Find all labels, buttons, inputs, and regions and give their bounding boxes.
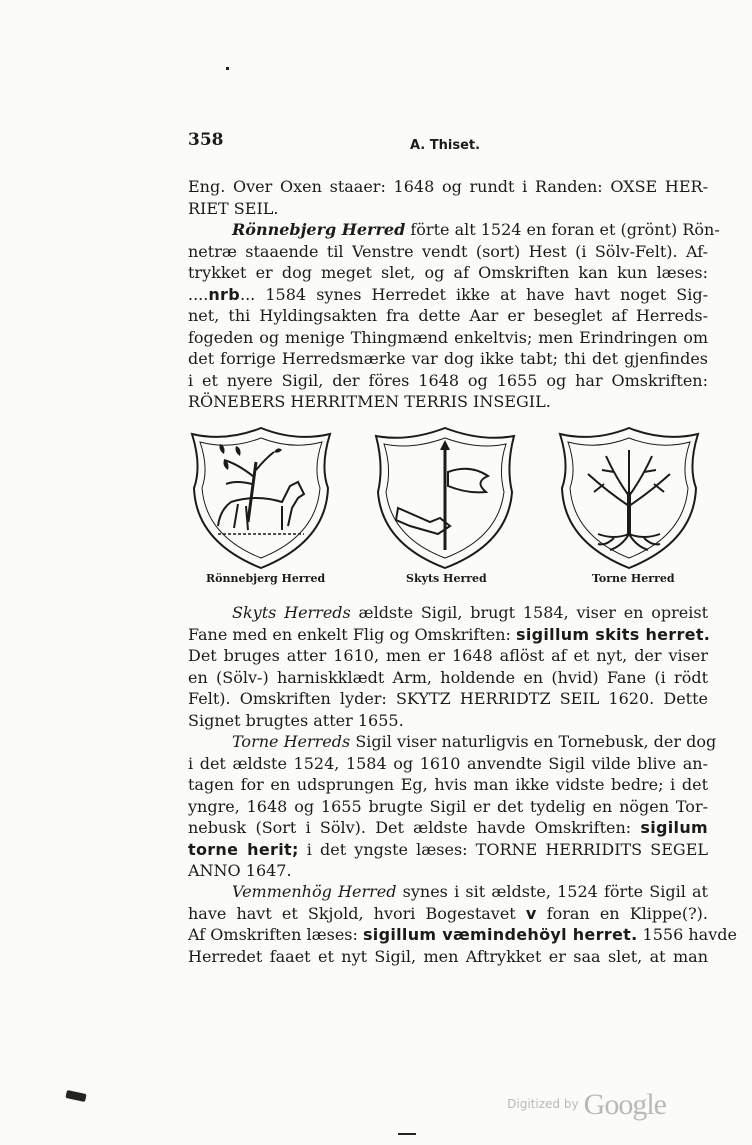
text-line: Vemmenhög Herred synes i sit ældste, 1524 förte Sigil at bbox=[232, 882, 708, 901]
place-name: Vemmenhög Herred bbox=[232, 882, 397, 901]
text-line: net, thi Hyldingsakten fra dette Aar er beseglet af Herreds- bbox=[188, 306, 708, 325]
text-line: det forrige Herredsmærke var dog ikke tabt; thi det gjenfindes bbox=[188, 349, 708, 368]
text-line: Eng. Over Oxen staaer: 1648 og rundt i Randen: OXSE HER- bbox=[188, 177, 708, 196]
text-line: torne herit; i det yngste læses: TORNE HERRIDITS SEGEL bbox=[188, 839, 708, 859]
text-line: trykket er dog meget slet, og af Omskriften kan kun læses: bbox=[188, 263, 708, 282]
paragraph-skyts bbox=[188, 602, 711, 731]
text-line: Herredet faaet et nyt Sigil, men Aftrykket er saa slet, at man bbox=[188, 946, 708, 966]
banner-arm-seal bbox=[370, 422, 520, 572]
text-line: Torne Herreds Sigil viser naturligvis en Tornebusk, der dog bbox=[232, 732, 717, 751]
text-line: have havt et Skjold, hvori Bogestavet v foran en Klippe(?). bbox=[188, 903, 708, 923]
text-line: ....nrb... 1584 synes Herredet ikke at have havt noget Sig- bbox=[188, 284, 708, 304]
blackletter-text: sigillum skits herret. bbox=[516, 624, 711, 644]
horse-tree-seal bbox=[186, 422, 336, 572]
blackletter-text: torne herit; bbox=[188, 839, 299, 859]
blackletter-text: nrb bbox=[208, 284, 240, 304]
text-line: Felt). Omskriften lyder: SKYTZ HERRIDTZ SEIL 1620. Dette bbox=[188, 689, 708, 708]
blackletter-text: v bbox=[525, 903, 537, 923]
place-name: Torne Herreds bbox=[232, 732, 351, 751]
text-line: yngre, 1648 og 1655 brugte Sigil er det tydelig en nögen Tor- bbox=[188, 796, 708, 816]
place-name: Skyts Herreds bbox=[232, 603, 351, 622]
blackletter-text: sigillum væmindehöyl herret. bbox=[362, 925, 638, 944]
text-line: Fane med en enkelt Flig og Omskriften: sigillum skits herret. bbox=[188, 624, 711, 644]
text-line: RIET SEIL. bbox=[188, 198, 279, 218]
text-line: RÖNEBERS HERRITMEN TERRIS INSEGIL. bbox=[188, 392, 551, 411]
google-logo: Google bbox=[583, 1088, 666, 1121]
page-number: 358 bbox=[188, 130, 224, 150]
text-line: ANNO 1647. bbox=[188, 861, 292, 880]
running-title: A. Thiset. bbox=[410, 138, 481, 153]
bottom-tick-mark bbox=[398, 1133, 416, 1135]
seal-caption: Rönnebjerg Herred bbox=[206, 572, 326, 585]
seal-caption: Skyts Herred bbox=[406, 572, 487, 585]
paragraph-oxe bbox=[188, 176, 708, 219]
text-line: Af Omskriften læses: sigillum væmindehöyl herret. 1556 havde bbox=[188, 925, 737, 944]
speck-mark bbox=[226, 67, 229, 70]
place-name: Rönnebjerg Herred bbox=[232, 220, 406, 239]
blackletter-text: sigilum bbox=[640, 818, 708, 837]
text-line: tagen for en udsprungen Eg, hvis man ikke vidste bedre; i det bbox=[188, 775, 708, 794]
seal-caption: Torne Herred bbox=[592, 572, 675, 585]
text-line: en (Sölv-) harniskklædt Arm, holdende en (hvid) Fane (i rödt bbox=[188, 667, 708, 687]
text-line: netræ staaende til Venstre vendt (sort) Hest (i Sölv-Felt). Af- bbox=[188, 241, 708, 261]
text-line: Rönnebjerg Herred förte alt 1524 en foran et (grönt) Rön- bbox=[232, 220, 720, 239]
text-line: nebusk (Sort i Sölv). Det ældste havde Omskriften: sigilum bbox=[188, 818, 708, 837]
watermark-prefix: Digitized by bbox=[507, 1097, 579, 1111]
text-line: Skyts Herreds ældste Sigil, brugt 1584, viser en opreist bbox=[232, 603, 708, 622]
google-watermark bbox=[507, 1088, 666, 1122]
paragraph-vemmenhog bbox=[188, 881, 737, 967]
paragraph-ronnebjerg bbox=[188, 219, 720, 413]
text-line: fogeden og menige Thingmænd enkeltvis; men Erindringen om bbox=[188, 327, 708, 347]
text-line: i et nyere Sigil, der föres 1648 og 1655 og har Omskriften: bbox=[188, 370, 708, 390]
paragraph-torne bbox=[188, 731, 717, 882]
ink-blot-mark bbox=[65, 1090, 86, 1102]
text-line: Signet brugtes atter 1655. bbox=[188, 710, 404, 730]
text-line: i det ældste 1524, 1584 og 1610 anvendte Sigil vilde blive an- bbox=[188, 753, 708, 773]
text-line: Det bruges atter 1610, men er 1648 aflöst af et nyt, der viser bbox=[188, 646, 708, 665]
thornbush-seal bbox=[554, 422, 704, 572]
